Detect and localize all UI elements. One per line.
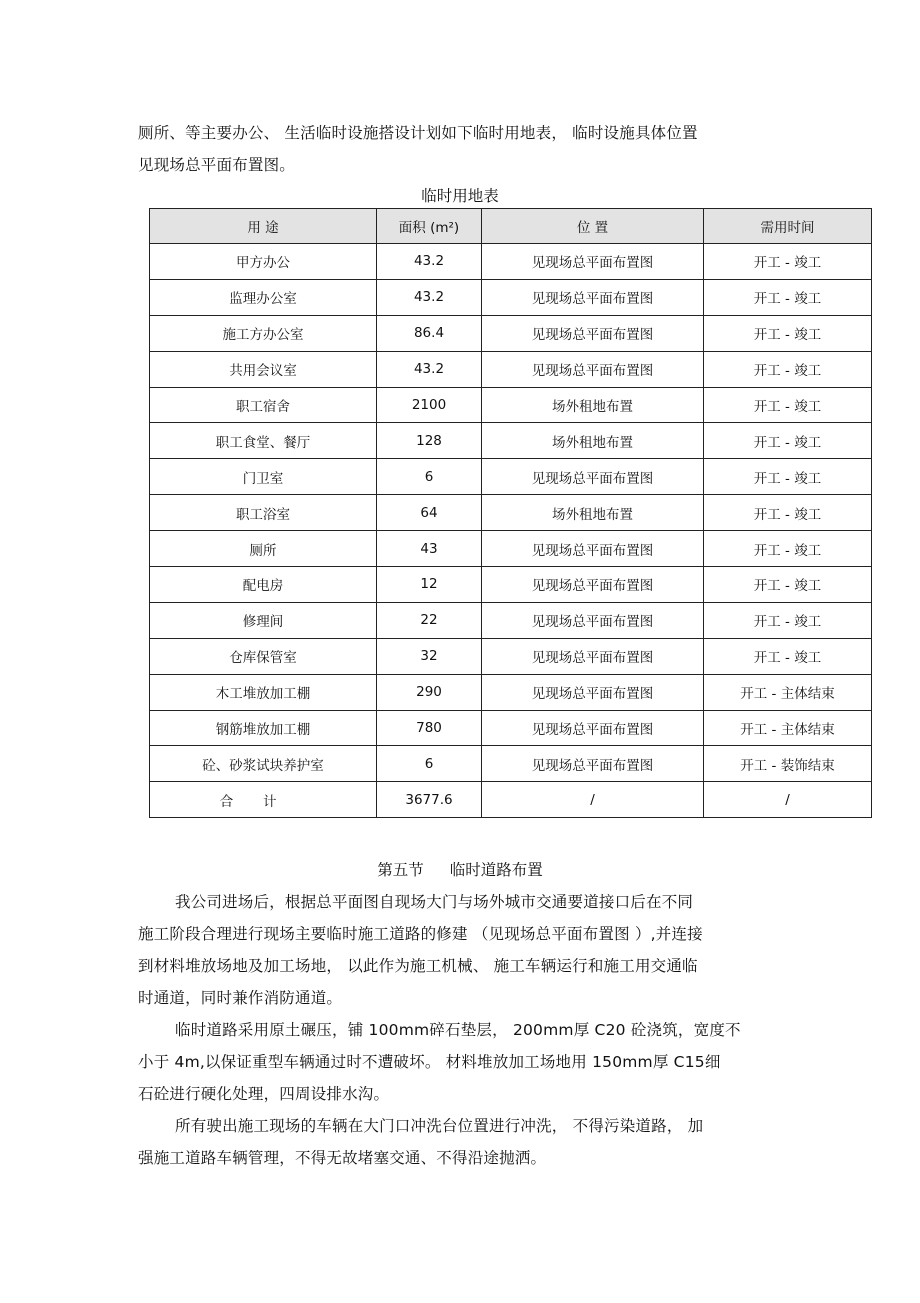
table-row (150, 710, 872, 746)
cell-location: 见现场总平面布置图 (482, 567, 704, 603)
cell-time: 开工 - 竣工 (704, 531, 872, 567)
cell-location: 见现场总平面布置图 (482, 710, 704, 746)
cell-time: 开工 - 竣工 (704, 351, 872, 387)
cell-area: 6 (377, 746, 482, 782)
cell-time: 开工 - 竣工 (704, 279, 872, 315)
total-time: / (704, 782, 872, 818)
cell-area: 12 (377, 567, 482, 603)
paragraph-2-line-1: 临时道路采用原土碾压，铺 100mm碎石垫层， 200mm厚 C20 砼浇筑，宽度不 (175, 1021, 741, 1039)
cell-time: 开工 - 竣工 (704, 459, 872, 495)
header-time: 需用时间 (704, 209, 872, 244)
cell-usage: 职工食堂、餐厅 (150, 423, 377, 459)
cell-location: 见现场总平面布置图 (482, 602, 704, 638)
cell-time: 开工 - 装饰结束 (704, 746, 872, 782)
cell-area: 128 (377, 423, 482, 459)
cell-time: 开工 - 竣工 (704, 638, 872, 674)
cell-usage: 仓库保管室 (150, 638, 377, 674)
total-location: / (482, 782, 704, 818)
cell-usage: 职工浴室 (150, 495, 377, 531)
table-row (150, 567, 872, 603)
cell-usage: 监理办公室 (150, 279, 377, 315)
paragraph-1-line-3: 到材料堆放场地及加工场地， 以此作为施工机械、 施工车辆运行和施工用交通临 (138, 957, 698, 975)
table-row (150, 674, 872, 710)
cell-area: 32 (377, 638, 482, 674)
paragraph-3-line-1: 所有驶出施工现场的车辆在大门口冲洗台位置进行冲洗， 不得污染道路， 加 (175, 1117, 704, 1135)
cell-usage: 木工堆放加工棚 (150, 674, 377, 710)
cell-time: 开工 - 竣工 (704, 423, 872, 459)
cell-location: 场外租地布置 (482, 495, 704, 531)
cell-area: 2100 (377, 387, 482, 423)
cell-time: 开工 - 竣工 (704, 495, 872, 531)
cell-area: 86.4 (377, 315, 482, 351)
section-heading (0, 858, 920, 880)
table-row (150, 746, 872, 782)
cell-time: 开工 - 竣工 (704, 315, 872, 351)
paragraph-2-line-2: 小于 4m,以保证重型车辆通过时不遭破坏。 材料堆放加工场地用 150mm厚 C15细 (138, 1053, 721, 1071)
table-title: 临时用地表 (421, 187, 499, 205)
header-usage: 用 途 (150, 209, 377, 244)
cell-usage: 厕所 (150, 531, 377, 567)
cell-area: 64 (377, 495, 482, 531)
temporary-land-table (149, 208, 872, 818)
cell-location: 见现场总平面布置图 (482, 351, 704, 387)
cell-area: 780 (377, 710, 482, 746)
table-row (150, 495, 872, 531)
cell-usage: 门卫室 (150, 459, 377, 495)
table-row (150, 423, 872, 459)
cell-location: 见现场总平面布置图 (482, 674, 704, 710)
cell-usage: 职工宿舍 (150, 387, 377, 423)
table-total-row (150, 782, 872, 818)
table-row (150, 459, 872, 495)
cell-location: 见现场总平面布置图 (482, 279, 704, 315)
paragraph-1-line-4: 时通道，同时兼作消防通道。 (138, 989, 343, 1007)
section-number: 第五节 (377, 861, 424, 879)
cell-usage: 砼、砂浆试块养护室 (150, 746, 377, 782)
table-row (150, 387, 872, 423)
cell-time: 开工 - 主体结束 (704, 674, 872, 710)
intro-line-2: 见现场总平面布置图。 (138, 156, 296, 174)
header-area: 面积 (m²) (377, 209, 482, 244)
cell-location: 见现场总平面布置图 (482, 746, 704, 782)
cell-location: 见现场总平面布置图 (482, 244, 704, 280)
cell-time: 开工 - 竣工 (704, 387, 872, 423)
cell-area: 43.2 (377, 244, 482, 280)
table-row (150, 638, 872, 674)
table-row (150, 244, 872, 280)
cell-location: 见现场总平面布置图 (482, 459, 704, 495)
cell-usage: 配电房 (150, 567, 377, 603)
cell-location: 场外租地布置 (482, 423, 704, 459)
cell-usage: 共用会议室 (150, 351, 377, 387)
cell-usage: 钢筋堆放加工棚 (150, 710, 377, 746)
cell-location: 见现场总平面布置图 (482, 531, 704, 567)
table-row (150, 351, 872, 387)
table-row (150, 315, 872, 351)
paragraph-1-line-1: 我公司进场后，根据总平面图自现场大门与场外城市交通要道接口后在不同 (175, 893, 694, 911)
cell-time: 开工 - 竣工 (704, 244, 872, 280)
paragraph-3-line-2: 强施工道路车辆管理，不得无故堵塞交通、不得沿途抛洒。 (138, 1149, 547, 1167)
cell-location: 场外租地布置 (482, 387, 704, 423)
cell-area: 6 (377, 459, 482, 495)
cell-area: 43.2 (377, 279, 482, 315)
paragraph-1-line-2: 施工阶段合理进行现场主要临时施工道路的修建 （见现场总平面布置图 ）,并连接 (138, 925, 703, 943)
intro-line-1: 厕所、等主要办公、 生活临时设施搭设计划如下临时用地表， 临时设施具体位置 (138, 124, 698, 142)
cell-time: 开工 - 竣工 (704, 602, 872, 638)
table-header-row (150, 209, 872, 244)
cell-area: 43 (377, 531, 482, 567)
table-row (150, 279, 872, 315)
cell-area: 43.2 (377, 351, 482, 387)
cell-location: 见现场总平面布置图 (482, 638, 704, 674)
cell-location: 见现场总平面布置图 (482, 315, 704, 351)
total-label: 合计 (150, 782, 377, 818)
cell-usage: 甲方办公 (150, 244, 377, 280)
total-area: 3677.6 (377, 782, 482, 818)
cell-time: 开工 - 主体结束 (704, 710, 872, 746)
header-location: 位 置 (482, 209, 704, 244)
table-row (150, 531, 872, 567)
paragraph-2-line-3: 石砼进行硬化处理，四周设排水沟。 (138, 1085, 390, 1103)
cell-time: 开工 - 竣工 (704, 567, 872, 603)
cell-usage: 修理间 (150, 602, 377, 638)
table-row (150, 602, 872, 638)
section-title: 临时道路布置 (449, 861, 543, 879)
cell-usage: 施工方办公室 (150, 315, 377, 351)
cell-area: 22 (377, 602, 482, 638)
cell-area: 290 (377, 674, 482, 710)
